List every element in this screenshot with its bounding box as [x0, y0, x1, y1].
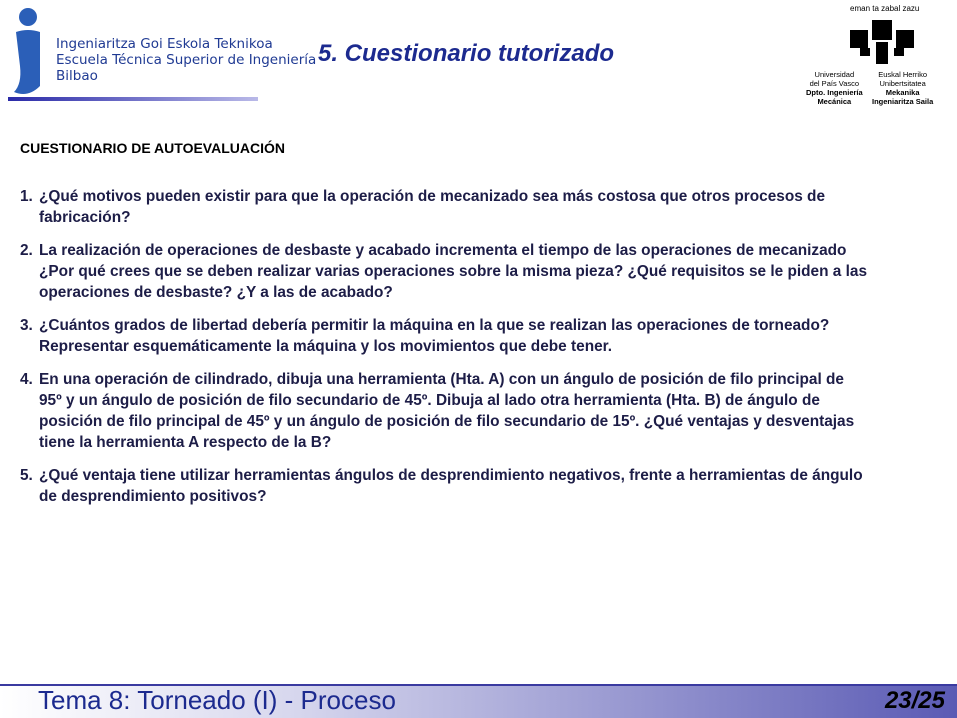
- question-item: [20, 369, 870, 453]
- upv-caption-left: [806, 70, 863, 106]
- ehu-logo-mark-icon: [8, 6, 48, 98]
- header-rule: [8, 97, 258, 101]
- upv-motto: eman ta zabal zazu: [850, 4, 920, 13]
- slide-title: 5. Cuestionario tutorizado: [318, 40, 615, 67]
- upv-caption-left-2: del País Vasco: [809, 79, 860, 88]
- school-name-line2: Escuela Técnica Superior de Ingeniería: [56, 52, 317, 68]
- school-name: [56, 36, 316, 84]
- question-item: [20, 240, 870, 303]
- question-text: En una operación de cilindrado, dibuja una herramienta (Hta. A) con un ángulo de posición de filo principal de 95º y un ángulo de posición de filo secundario de 45º. Dibuja al lado otra herramienta (Hta. B) de ángulo de posición de filo principal de 45º y un ángulo de posición de filo secundario de 15º. ¿Qué ventajas y desventajas tiene la herramienta A respecto de la B?: [39, 371, 855, 451]
- upv-caption-left-3: Dpto. Ingeniería: [806, 88, 863, 97]
- question-list: [20, 186, 870, 519]
- question-number: 3.: [20, 317, 33, 334]
- upv-caption-right: [872, 70, 933, 106]
- upv-caption-right-3: Mekanika: [885, 88, 920, 97]
- question-item: [20, 315, 870, 357]
- section-heading: CUESTIONARIO DE AUTOEVALUACIÓN: [20, 140, 285, 156]
- question-number: 5.: [20, 467, 33, 484]
- question-text: La realización de operaciones de desbaste y acabado incrementa el tiempo de las operaciones de mecanizado ¿Por qué crees que se deben realizar varias operaciones sobre la misma pieza? ¿Qué requisitos se le piden a las operaciones de desbaste? ¿Y a las de acabado?: [39, 242, 868, 301]
- question-number: 4.: [20, 371, 33, 388]
- school-logo: [8, 6, 317, 98]
- upv-tree-icon: [846, 16, 918, 66]
- upv-caption-left-1: Universidad: [814, 70, 855, 79]
- page-number: 23/25: [884, 687, 945, 714]
- upv-caption-right-1: Euskal Herriko: [878, 70, 928, 79]
- question-text: ¿Qué ventaja tiene utilizar herramientas ángulos de desprendimiento negativos, frente a herramientas de ángulo de desprendimiento positivos?: [39, 467, 863, 505]
- question-number: 2.: [20, 242, 33, 259]
- school-name-line3: Bilbao: [56, 68, 98, 84]
- question-number: 1.: [20, 188, 33, 205]
- question-text: ¿Cuántos grados de libertad debería permitir la máquina en la que se realizan las operaciones de torneado? Representar esquemáticamente la máquina y los movimientos que debe tener.: [39, 317, 830, 355]
- upv-caption-right-2: Unibertsitatea: [879, 79, 926, 88]
- question-item: [20, 186, 870, 228]
- question-item: [20, 465, 870, 507]
- footer-title: Tema 8: Torneado (I) - Proceso: [38, 685, 396, 715]
- question-text: ¿Qué motivos pueden existir para que la operación de mecanizado sea más costosa que otros procesos de fabricación?: [39, 188, 826, 226]
- upv-caption-left-4: Mecánica: [817, 97, 852, 106]
- upv-caption-right-4: Ingeniaritza Saila: [872, 97, 934, 106]
- school-name-line1: Ingeniaritza Goi Eskola Teknikoa: [56, 36, 273, 52]
